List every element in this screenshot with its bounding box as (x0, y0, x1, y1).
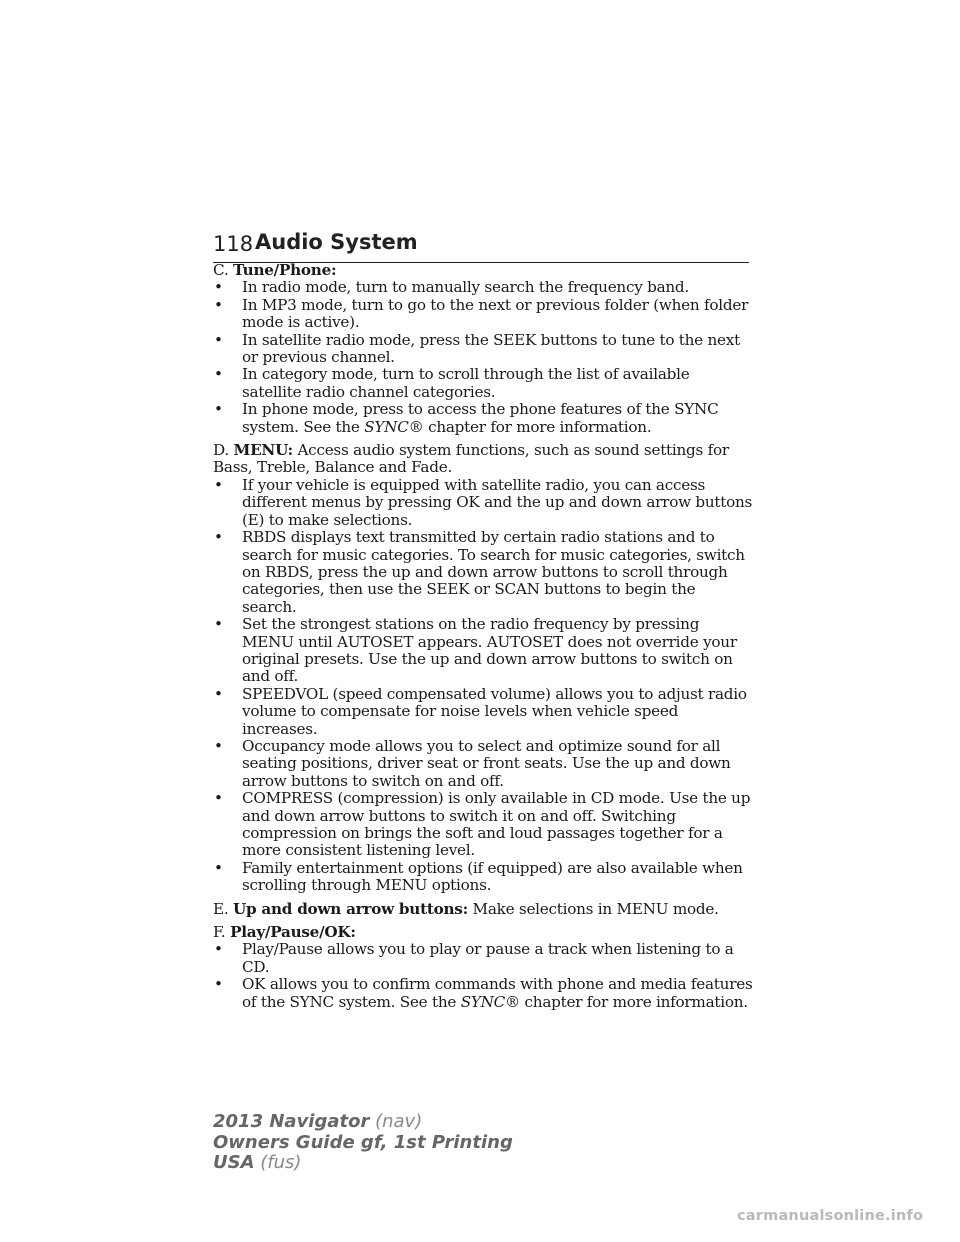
bullet-icon: • (214, 615, 223, 634)
bullet-text: Play/Pause allows you to play or pause a track when listening to a CD. (242, 940, 734, 976)
item-heading (213, 442, 753, 477)
bullet-icon: • (214, 528, 223, 547)
bullet-text: OK allows you to confirm commands with phone and media features of the SYNC system. See the (242, 975, 753, 1011)
bullet-list (213, 279, 753, 436)
footer-model-code: (nav) (375, 1111, 423, 1132)
bullet-icon: • (214, 789, 223, 808)
bullet-icon: • (214, 330, 223, 349)
sync-chapter-reference: SYNC® (364, 417, 424, 436)
item-heading (213, 262, 753, 279)
page-header (213, 228, 749, 263)
bullet-list (213, 941, 753, 1011)
bullet-item (213, 401, 753, 436)
bullet-text: In category mode, turn to scroll through the list of available satellite radio channel categories. (242, 365, 690, 401)
bullet-icon: • (214, 940, 223, 959)
item-label: Play/Pause/OK: (230, 923, 356, 942)
item-heading (213, 924, 753, 941)
footer-line-1 (213, 1112, 513, 1133)
bullet-icon: • (214, 858, 223, 877)
item-label: Up and down arrow buttons: (233, 899, 468, 918)
watermark: carmanualsonline.info (737, 1208, 924, 1224)
item-c-tune-phone (213, 262, 753, 436)
footer-line-3 (213, 1153, 513, 1174)
page-number: 118 (213, 232, 254, 256)
bullet-list (213, 477, 753, 895)
page-content (213, 262, 753, 1017)
item-letter: F. (213, 923, 226, 942)
footer-market-code: (fus) (260, 1152, 302, 1173)
footer-market: USA (213, 1152, 255, 1173)
bullet-icon: • (214, 475, 223, 494)
footer-guide-edition: Owners Guide gf, 1st Printing (213, 1131, 513, 1153)
item-heading (213, 901, 753, 918)
bullet-icon: • (214, 684, 223, 703)
bullet-text: SPEEDVOL (speed compensated volume) allows you to adjust radio volume to compensate for noise levels when vehicle speed increases. (242, 684, 747, 738)
footer-line-2 (213, 1133, 513, 1154)
bullet-icon: • (214, 278, 223, 297)
bullet-item (213, 860, 753, 895)
bullet-text: Family entertainment options (if equipped) are also available when scrolling through MENU options. (242, 858, 743, 895)
bullet-item (213, 790, 753, 860)
bullet-text: RBDS displays text transmitted by certain radio stations and to search for music categories. To search for music categories, switch on RBDS, press the up and down arrow buttons to scroll through categories, then use the SEEK or SCAN buttons to begin the search. (242, 528, 745, 616)
bullet-item (213, 616, 753, 686)
item-letter: C. (213, 261, 229, 279)
item-e-arrow-buttons (213, 901, 753, 918)
item-letter: E. (213, 899, 229, 918)
item-label: Tune/Phone: (233, 261, 337, 279)
bullet-text: COMPRESS (compression) is only available in CD mode. Use the up and down arrow buttons to switch it on and off. Switching compression on brings the soft and loud passages together for a more consistent listening level. (242, 789, 751, 860)
bullet-item (213, 366, 753, 401)
page-title: Audio System (255, 230, 418, 254)
bullet-text: In MP3 mode, turn to go to the next or previous folder (when folder mode is active). (242, 295, 749, 332)
item-d-menu (213, 442, 753, 895)
bullet-icon: • (214, 400, 223, 419)
bullet-item (213, 477, 753, 529)
bullet-text: Occupancy mode allows you to select and optimize sound for all seating positions, driver seat or front seats. Use the up and down arrow buttons to switch on and off. (242, 736, 731, 790)
bullet-item (213, 686, 753, 738)
bullet-text: In phone mode, press to access the phone features of the SYNC system. See the (242, 400, 719, 436)
bullet-icon: • (214, 975, 223, 994)
footer-model: 2013 Navigator (213, 1111, 370, 1132)
bullet-icon: • (214, 365, 223, 384)
item-description: Make selections in MENU mode. (472, 899, 719, 918)
bullet-text: In satellite radio mode, press the SEEK buttons to tune to the next or previous channel. (242, 330, 740, 367)
page-footer (213, 1112, 513, 1174)
bullet-text: chapter for more information. (428, 417, 652, 436)
item-f-play-pause-ok (213, 924, 753, 1011)
sync-chapter-reference: SYNC® (460, 992, 520, 1011)
bullet-text: Set the strongest stations on the radio frequency by pressing MENU until AUTOSET appears. AUTOSET does not override your original presets. Use the up and down arrow buttons to switch on and off. (242, 615, 737, 686)
bullet-text: In radio mode, turn to manually search the frequency band. (242, 278, 689, 297)
bullet-item (213, 529, 753, 616)
bullet-item (213, 297, 753, 332)
item-label: MENU: (233, 441, 293, 460)
bullet-item (213, 332, 753, 367)
item-description: Access audio system functions, such as sound settings for Bass, Treble, Balance and Fade. (213, 441, 729, 477)
bullet-icon: • (214, 295, 223, 314)
bullet-text: If your vehicle is equipped with satellite radio, you can access different menus by pressing OK and the up and down arrow buttons (E) to make selections. (242, 475, 753, 529)
bullet-text: chapter for more information. (524, 992, 748, 1011)
bullet-item (213, 941, 753, 976)
bullet-item (213, 738, 753, 790)
bullet-item (213, 279, 753, 296)
bullet-icon: • (214, 736, 223, 755)
item-letter: D. (213, 441, 229, 460)
bullet-item (213, 976, 753, 1011)
